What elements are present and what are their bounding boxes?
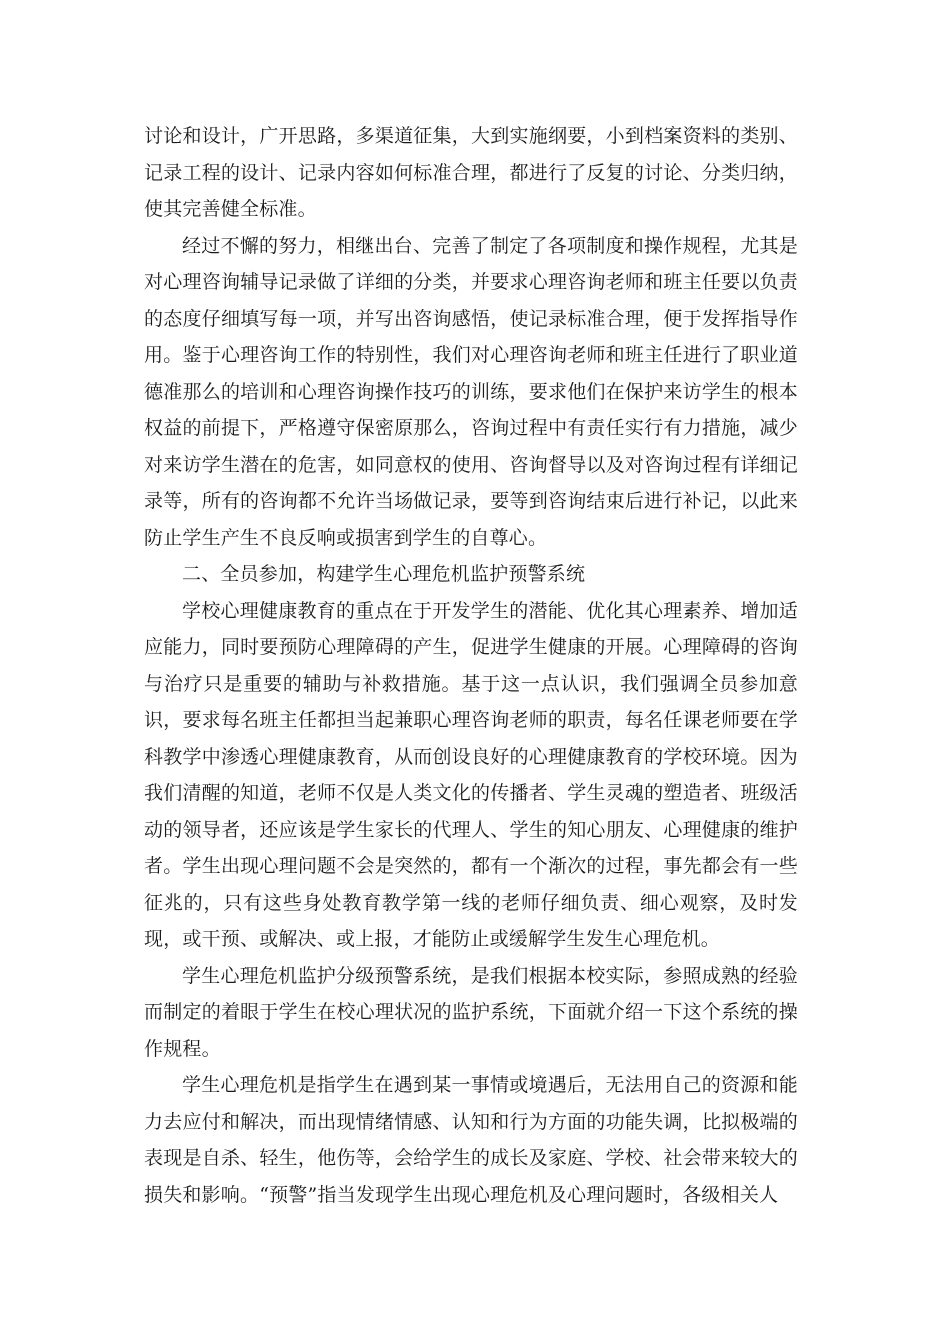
paragraph-mental-health-education: 学校心理健康教育的重点在于开发学生的潜能、优化其心理素养、增加适应能力，同时要预防心理障碍的产生，促进学生健康的开展。心理障碍的咨询与治疗只是重要的辅助与补救措施。基于这一点认识，我们强调全员参加意识，要求每名班主任都担当起兼职心理咨询老师的职责，每名任课老师要在学科教学中渗透心理健康教育，从而创设良好的心理健康教育的学校环境。因为我们清醒的知道，老师不仅是人类文化的传播者、学生灵魂的塑造者、班级活动的领导者，还应该是学生家长的代理人、学生的知心朋友、心理健康的维护者。学生出现心理问题不会是突然的，都有一个渐次的过程，事先都会有一些征兆的，只有这些身处教育教学第一线的老师仔细负责、细心观察，及时发现，或干预、或解决、或上报，才能防止或缓解学生发生心理危机。 (144, 599, 798, 950)
paragraph-continuation: 讨论和设计，广开思路，多渠道征集，大到实施纲要，小到档案资料的类别、记录工程的设计、记录内容如何标准合理，都进行了反复的讨论、分类归纳，使其完善健全标准。 (144, 125, 798, 220)
paragraph-crisis-definition: 学生心理危机是指学生在遇到某一事情或境遇后，无法用自己的资源和能力去应付和解决，而出现情绪情感、认知和行为方面的功能失调，比拟极端的表现是自杀、轻生，他伤等，会给学生的成长及家庭、学校、社会带来较大的损失和影响。“预警”指当发现学生出现心理危机及心理问题时，各级相关人 (144, 1074, 798, 1206)
section-heading: 二、全员参加，构建学生心理危机监护预警系统 (182, 563, 586, 585)
document-page (144, 118, 798, 1213)
paragraph-regulations: 经过不懈的努力，相继出台、完善了制定了各项制度和操作规程，尤其是对心理咨询辅导记录做了详细的分类，并要求心理咨询老师和班主任要以负责的态度仔细填写每一项，并写出咨询感悟，使记录标准合理，便于发挥指导作用。鉴于心理咨询工作的特别性，我们对心理咨询老师和班主任进行了职业道德准那么的培训和心理咨询操作技巧的训练，要求他们在保护来访学生的根本权益的前提下，严格遵守保密原那么，咨询过程中有责任实行有力措施，减少对来访学生潜在的危害，如同意权的使用、咨询督导以及对咨询过程有详细记录等，所有的咨询都不允许当场做记录，要等到咨询结束后进行补记，以此来防止学生产生不良反响或损害到学生的自尊心。 (144, 234, 798, 549)
paragraph-warning-system: 学生心理危机监护分级预警系统，是我们根据本校实际，参照成熟的经验而制定的着眼于学生在校心理状况的监护系统，下面就介绍一下这个系统的操作规程。 (144, 964, 798, 1060)
